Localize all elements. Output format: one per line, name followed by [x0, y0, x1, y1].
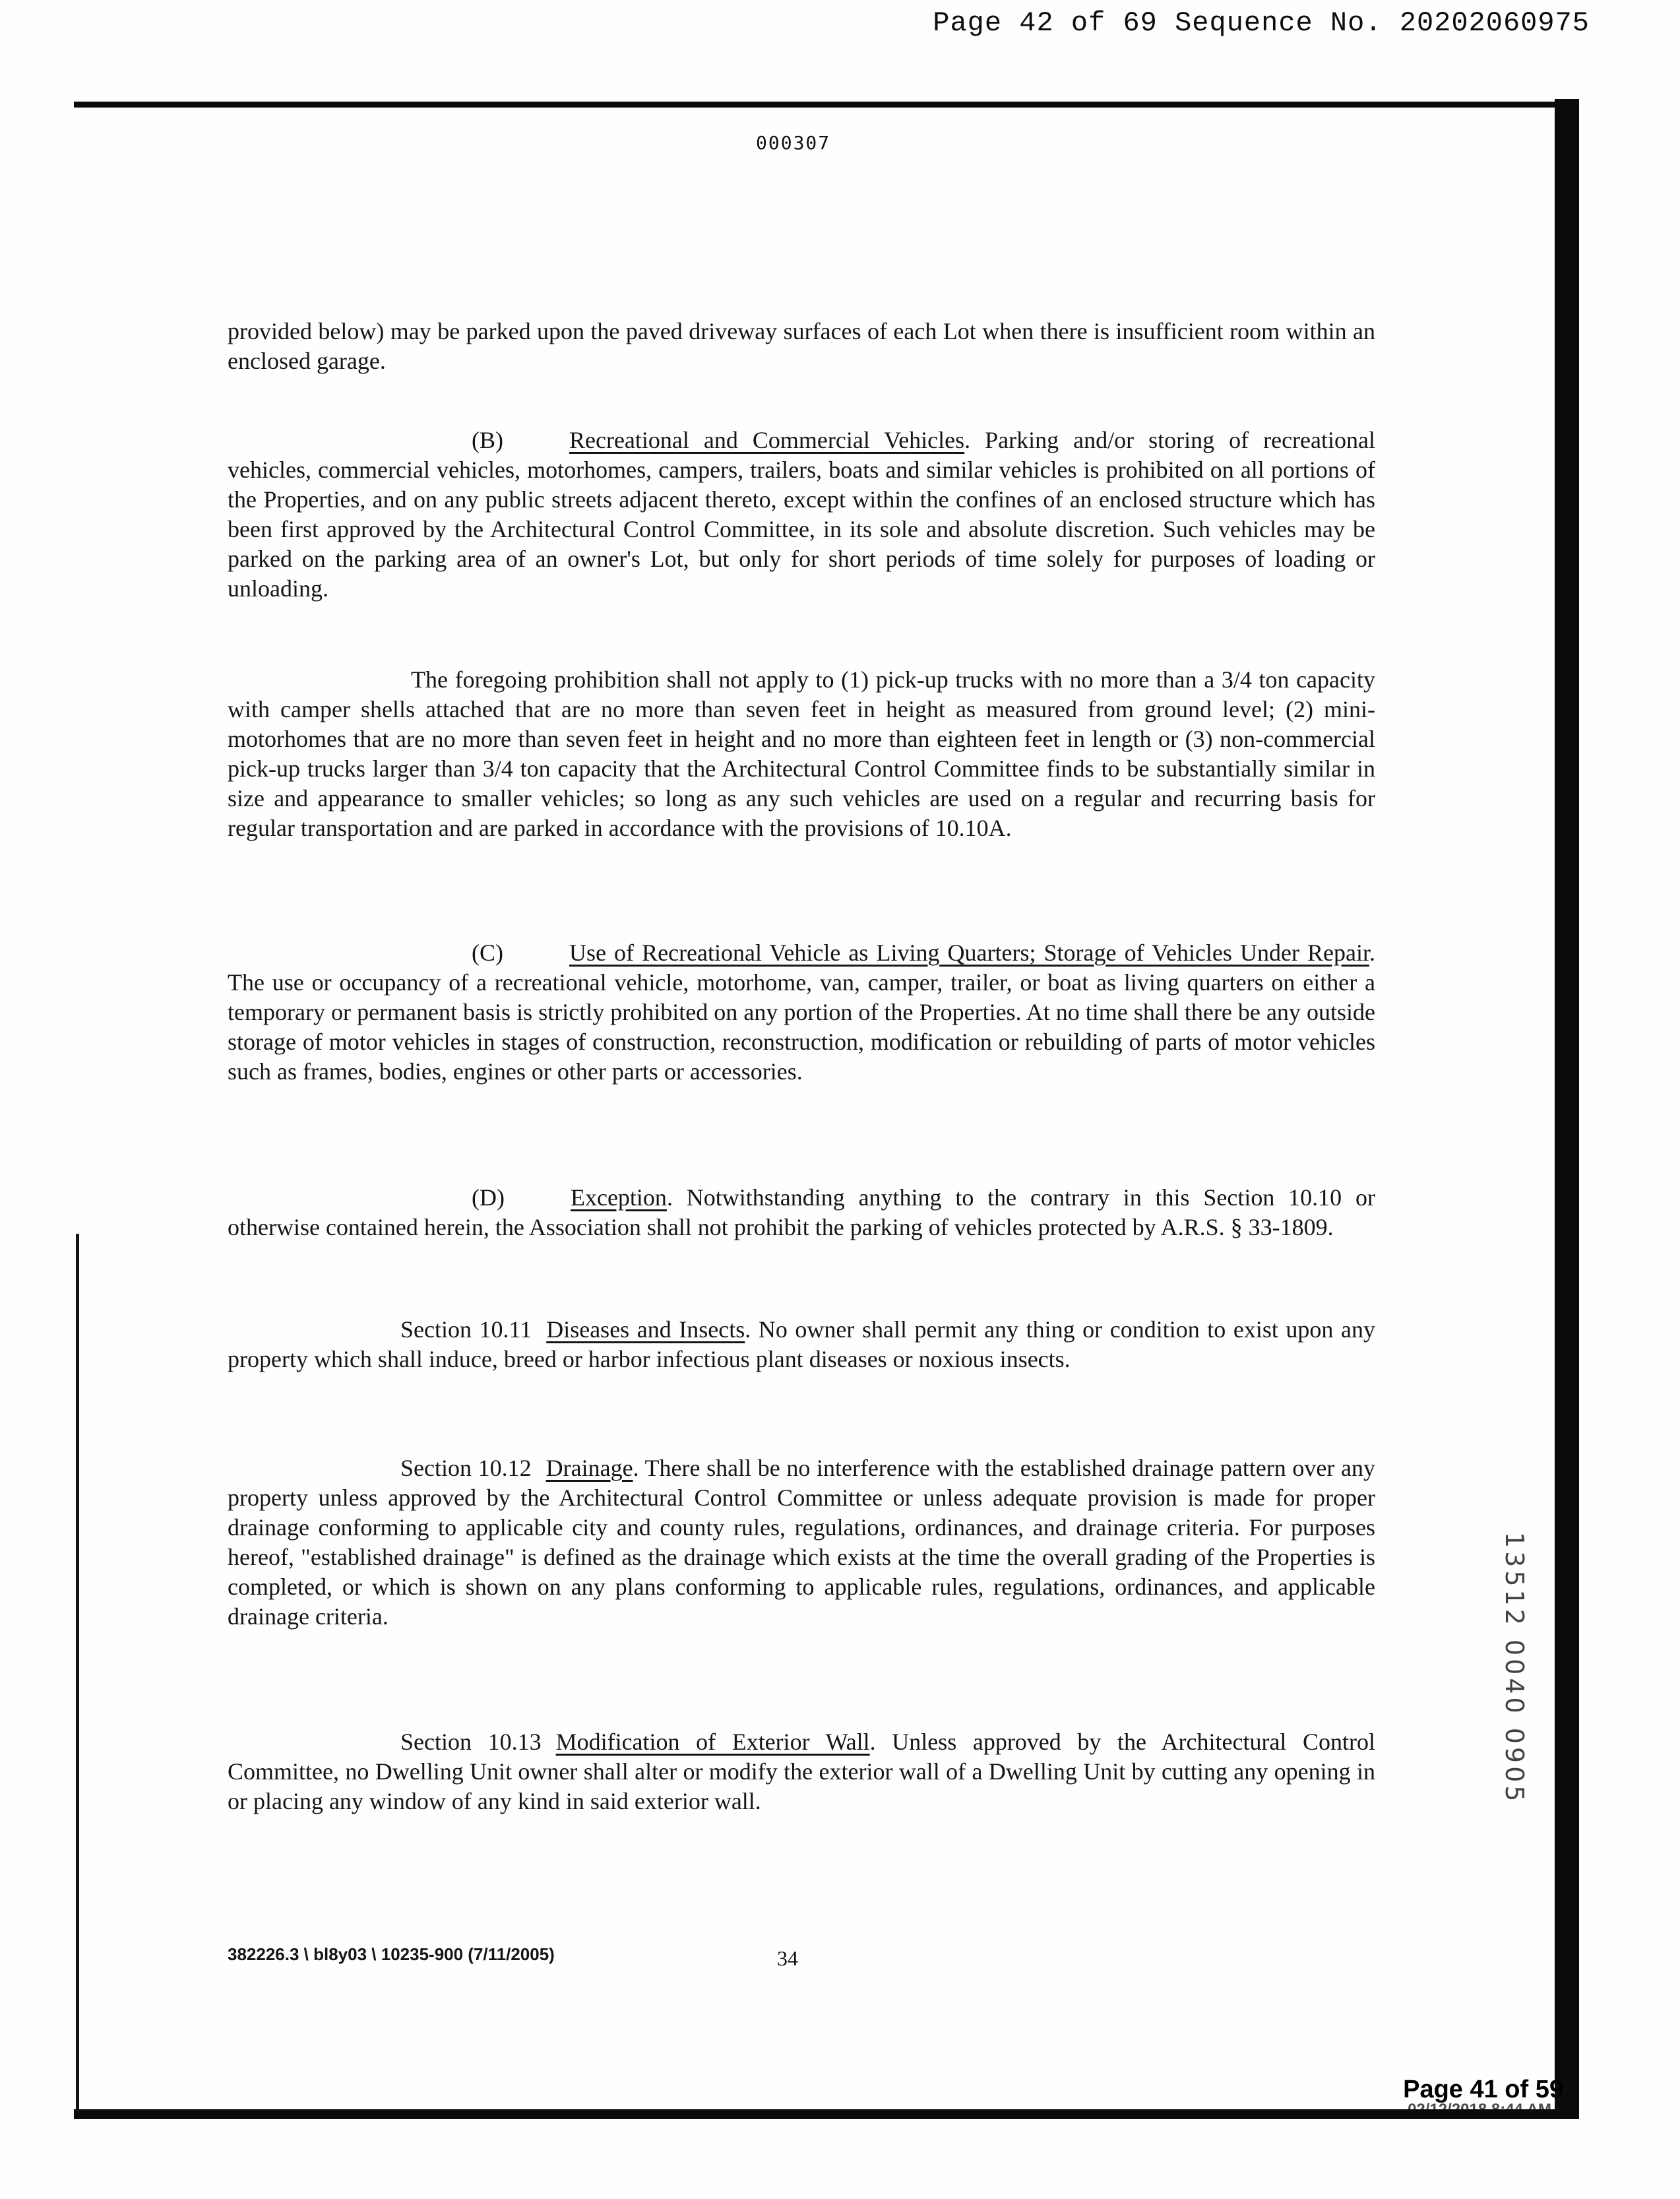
paragraph-prohibition-exceptions [228, 665, 1375, 843]
section-label: Section 10.13 [400, 1729, 542, 1755]
section-heading: Modification of Exterior Wall [555, 1729, 870, 1755]
footer-page-number: 34 [777, 1946, 798, 1970]
paragraph-text: The foregoing prohibition shall not apply to (1) pick-up trucks with no more than a 3/4 ton capacity with camper shells attached that are no more than seven feet in height as measured from ground level; (2) mini-motorhomes that are no more than seven feet in height and no more than eighteen feet in length or (3) non-commercial pick-up trucks larger than 3/4 ton capacity that the Architectural Control Committee finds to be substantially similar in size and appearance to smaller vehicles; so long as any such vehicles are used on a regular and recurring basis for regular transportation and are parked in accordance with the provisions of 10.10A. [228, 666, 1375, 841]
scan-page-header: Page 42 of 69 Sequence No. 20202060975 [933, 7, 1590, 39]
left-edge-scan-line [76, 1234, 79, 2113]
section-heading: Diseases and Insects [546, 1316, 745, 1343]
paragraph-section-c [228, 938, 1375, 1087]
paragraph-text: provided below) may be parked upon the paved driveway surfaces of each Lot when there is insufficient room within an enclosed garage. [228, 318, 1375, 374]
recorder-side-stamp: 13512 0040 0905 [1500, 1532, 1529, 1805]
section-text: . Unless approved by the Architectural Control Committee, no Dwelling Unit owner shall alter or modify the exterior wall of a Dwelling Unit by cutting any opening in or placing any window of any kind in said exterior wall. [228, 1729, 1376, 1814]
paragraph-section-d [228, 1183, 1375, 1242]
clause-label: (D) [472, 1184, 505, 1211]
clause-heading: Recreational and Commercial Vehicles [569, 427, 965, 453]
clause-label: (B) [472, 427, 503, 453]
document-stamp-number: 000307 [756, 132, 831, 154]
right-edge-scan-bar [1555, 99, 1579, 2118]
section-text: . There shall be no interference with the established drainage pattern over any property unless approved by the Architectural Control Committee or unless adequate provision is made for proper drainage conforming to applicable city and county rules, regulations, ordinances, and drainage criteria. For purposes hereof, "established drainage" is defined as the drainage which exists at the time the overall grading of the Properties is completed, or which is shown on any plans conforming to applicable rules, regulations, ordinances, and applicable drainage criteria. [228, 1455, 1376, 1630]
clause-label: (C) [472, 940, 503, 966]
clause-text: . Notwithstanding anything to the contrary in this Section 10.10 or otherwise contained herein, the Association shall not prohibit the parking of vehicles protected by A.R.S. § 33-1809. [228, 1184, 1375, 1240]
paragraph-section-10-12 [228, 1453, 1375, 1632]
clause-text: . The use or occupancy of a recreational vehicle, motorhome, van, camper, trailer, or boat as living quarters on either a temporary or permanent basis is strictly prohibited on any portion of the Properties. At no time shall there be any outside storage of motor vehicles in stages of construction, reconstruction, modification or rebuilding of parts of motor vehicles such as frames, bodies, engines or other parts or accessories. [228, 940, 1375, 1085]
paragraph-section-10-11 [228, 1315, 1375, 1374]
print-page-badge: Page 41 of 59 [1403, 2076, 1563, 2103]
paragraph-continuation [228, 317, 1375, 376]
section-label: Section 10.11 [400, 1316, 532, 1343]
top-rule [74, 102, 1558, 108]
bottom-rule [74, 2109, 1579, 2119]
clause-heading: Use of Recreational Vehicle as Living Quarters; Storage of Vehicles Under Repair [569, 940, 1369, 966]
section-text: . No owner shall permit any thing or condition to exist upon any property which shall induce, breed or harbor infectious plant diseases or noxious insects. [228, 1316, 1375, 1372]
clause-heading: Exception [570, 1184, 667, 1211]
clause-text: . Parking and/or storing of recreational vehicles, commercial vehicles, motorhomes, campers, trailers, boats and similar vehicles is prohibited on all portions of the Properties, and on any public streets adjacent thereto, except within the confines of an enclosed structure which has been first approved by the Architectural Control Committee, in its sole and absolute discretion. Such vehicles may be parked on the parking area of an owner's Lot, but only for short periods of time solely for purposes of loading or unloading. [228, 427, 1375, 602]
section-label: Section 10.12 [400, 1455, 532, 1481]
footer-doc-ref: 382226.3 \ bl8y03 \ 10235-900 (7/11/2005) [228, 1944, 555, 1964]
section-heading: Drainage [545, 1455, 633, 1481]
paragraph-section-10-13 [228, 1727, 1375, 1816]
paragraph-section-b [228, 426, 1375, 604]
